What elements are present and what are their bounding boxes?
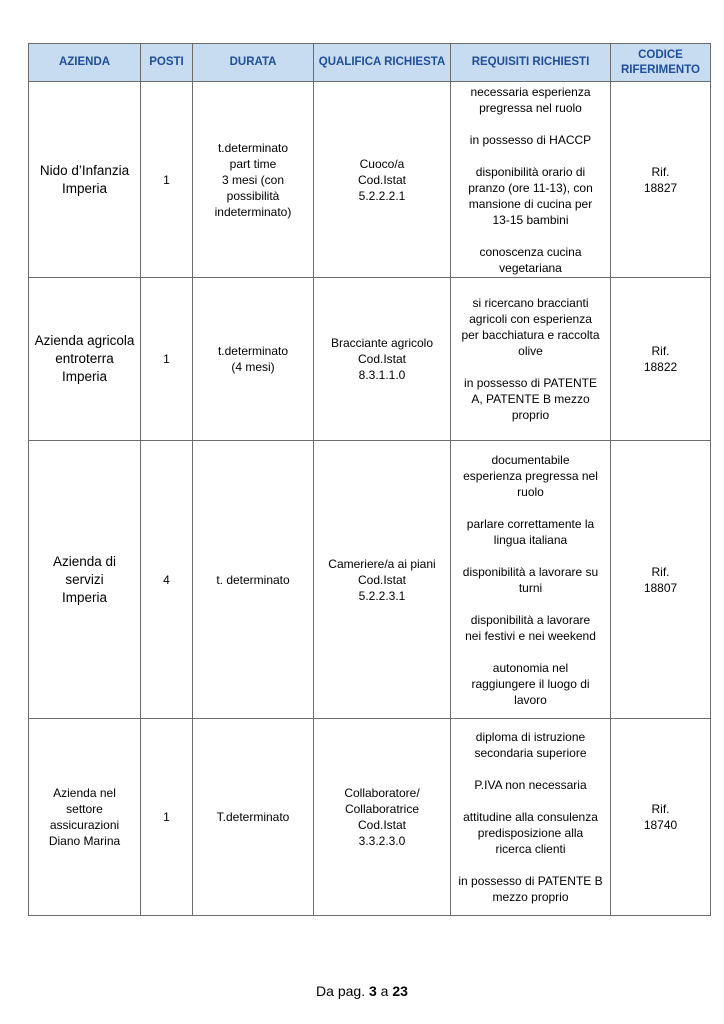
requisito-line: olive	[518, 344, 543, 358]
qualifica-line: Bracciante agricolo	[330, 336, 434, 350]
requisito-line: disponibilità a lavorare su	[462, 564, 599, 579]
codice-cell	[611, 82, 711, 278]
durata-line: t. determinato	[216, 572, 290, 587]
requisito-line: autonomia nel	[492, 660, 569, 675]
paragraph-gap	[455, 761, 606, 777]
durata-line: T.determinato	[216, 810, 290, 824]
azienda-line: Azienda di	[52, 553, 117, 569]
paragraph-gap	[455, 644, 606, 660]
requisito-line: disponibilità a lavorare	[470, 612, 591, 627]
codice-line: Rif.	[651, 564, 670, 579]
codice-cell	[611, 719, 711, 916]
codice-line: 18827	[643, 180, 678, 195]
azienda-line: Nido d’Infanzia	[39, 162, 130, 178]
header-durata: DURATA	[193, 44, 314, 82]
requisito-line: disponibilità orario di	[475, 164, 586, 179]
requisito-line: ricerca clienti	[495, 842, 566, 856]
requisito-line: ruolo	[517, 484, 544, 499]
table-row	[29, 719, 711, 916]
requisito-line: in possesso di PATENTE B	[458, 874, 603, 888]
qualifica-line: 8.3.1.1.0	[358, 368, 406, 382]
requisito-line: parlare correttamente la	[466, 516, 595, 531]
durata-line: t.determinato	[217, 344, 289, 358]
requisito-line: necessaria esperienza	[470, 84, 591, 99]
requisito-line: raggiungere il luogo di	[471, 676, 590, 691]
header-qualifica: QUALIFICA RICHIESTA	[314, 44, 451, 82]
requisito-line: pranzo (ore 11-13), con	[468, 180, 593, 195]
requisito-line: diploma di istruzione	[475, 730, 586, 744]
job-offers-table	[28, 43, 711, 916]
requisiti-cell	[451, 719, 611, 916]
requisito-line: 13-15 bambini	[492, 212, 569, 227]
codice-cell	[611, 278, 711, 441]
requisito-line: turni	[518, 580, 543, 595]
durata-cell	[193, 441, 314, 719]
azienda-line: assicurazioni	[49, 818, 120, 832]
codice-line: 18822	[643, 360, 678, 374]
azienda-cell	[29, 441, 141, 719]
requisito-line: predisposizione alla	[477, 826, 584, 840]
qualifica-line: Cod.Istat	[357, 572, 407, 587]
qualifica-cell	[314, 82, 451, 278]
azienda-cell	[29, 82, 141, 278]
requisito-line: lingua italiana	[493, 532, 568, 547]
paragraph-gap	[455, 793, 606, 809]
azienda-line: Imperia	[61, 180, 107, 196]
azienda-line: Azienda agricola	[34, 333, 135, 348]
footer-total-pages: 23	[392, 983, 408, 999]
azienda-line: settore	[66, 802, 103, 816]
footer-separator: a	[380, 983, 389, 999]
requisito-line: attitudine alla consulenza	[463, 810, 598, 824]
requisito-line: si ricercano braccianti	[472, 296, 589, 310]
header-codice-line-2: RIFERIMENTO	[620, 63, 700, 76]
requisito-line: P.IVA non necessaria	[474, 778, 587, 792]
requisito-line: per bacchiatura e raccolta	[461, 328, 600, 342]
qualifica-line: 3.3.2.3.0	[358, 834, 406, 848]
codice-line: 18807	[643, 580, 678, 595]
requisito-line: conoscenza cucina	[479, 244, 582, 259]
durata-line: (4 mesi)	[231, 360, 275, 374]
codice-line: Rif.	[651, 164, 670, 179]
qualifica-line: Cuoco/a	[359, 156, 405, 171]
azienda-line: entroterra	[55, 351, 114, 366]
requisito-line: mezzo proprio	[492, 890, 569, 904]
paragraph-gap	[455, 359, 606, 375]
requisito-line: in possesso di PATENTE	[464, 376, 597, 390]
posti-cell: 1	[141, 82, 193, 278]
azienda-line: Imperia	[61, 589, 107, 605]
durata-line: t.determinato	[217, 140, 289, 155]
header-requisiti: REQUISITI RICHIESTI	[451, 44, 611, 82]
durata-line: possibilità	[226, 188, 280, 203]
codice-line: Rif.	[651, 802, 670, 816]
qualifica-cell	[314, 278, 451, 441]
requisito-line: A, PATENTE B mezzo	[471, 392, 590, 406]
azienda-line: servizi	[65, 571, 104, 587]
qualifica-line: Collaboratrice	[344, 802, 420, 816]
azienda-line: Azienda nel	[53, 786, 116, 800]
codice-line: Rif.	[651, 344, 670, 358]
posti-cell: 1	[141, 278, 193, 441]
requisito-line: nei festivi e nei weekend	[465, 628, 596, 643]
requisito-line: documentabile	[491, 452, 570, 467]
qualifica-line: Cod.Istat	[357, 818, 407, 832]
paragraph-gap	[455, 857, 606, 873]
requisito-line: agricoli con esperienza	[469, 312, 592, 326]
durata-line: part time	[229, 156, 277, 171]
footer-page-number: 3	[368, 983, 377, 999]
qualifica-cell	[314, 441, 451, 719]
durata-line: indeterminato)	[214, 204, 292, 219]
table-row	[29, 441, 711, 719]
page-footer	[0, 983, 724, 999]
azienda-line: Imperia	[61, 369, 107, 384]
qualifica-line: Cod.Istat	[357, 172, 407, 187]
codice-line: 18740	[643, 818, 678, 832]
paragraph-gap	[455, 148, 606, 164]
table-row	[29, 82, 711, 278]
paragraph-gap	[455, 500, 606, 516]
azienda-cell	[29, 719, 141, 916]
header-codice-line-1: CODICE	[638, 48, 683, 61]
requisito-line: vegetariana	[499, 260, 562, 275]
qualifica-cell	[314, 719, 451, 916]
qualifica-line: 5.2.2.3.1	[358, 588, 406, 603]
requisito-line: mansione di cucina per	[468, 196, 593, 211]
requisito-line: proprio	[511, 408, 550, 422]
header-codice	[611, 44, 711, 82]
header-posti: POSTI	[141, 44, 193, 82]
paragraph-gap	[455, 596, 606, 612]
footer-prefix: Da pag.	[316, 983, 366, 999]
azienda-cell	[29, 278, 141, 441]
requisiti-cell	[451, 441, 611, 719]
qualifica-line: 5.2.2.2.1	[358, 188, 406, 203]
requisito-line: esperienza pregressa nel	[463, 468, 598, 483]
requisiti-cell	[451, 82, 611, 278]
azienda-line: Diano Marina	[48, 834, 121, 848]
durata-cell	[193, 719, 314, 916]
posti-cell: 1	[141, 719, 193, 916]
requisito-line: lavoro	[514, 692, 547, 707]
table-header-row	[29, 44, 711, 82]
durata-line: 3 mesi (con	[221, 172, 285, 187]
paragraph-gap	[455, 228, 606, 244]
paragraph-gap	[455, 548, 606, 564]
qualifica-line: Cameriere/a ai piani	[328, 556, 436, 571]
paragraph-gap	[455, 116, 606, 132]
posti-cell: 4	[141, 441, 193, 719]
table-row	[29, 278, 711, 441]
qualifica-line: Cod.Istat	[357, 352, 407, 366]
qualifica-line: Collaboratore/	[344, 786, 420, 800]
durata-cell	[193, 82, 314, 278]
requisito-line: secondaria superiore	[474, 746, 587, 760]
requisito-line: pregressa nel ruolo	[479, 100, 582, 115]
codice-cell	[611, 441, 711, 719]
durata-cell	[193, 278, 314, 441]
requisiti-cell	[451, 278, 611, 441]
header-azienda: AZIENDA	[29, 44, 141, 82]
requisito-line: in possesso di HACCP	[469, 132, 592, 147]
